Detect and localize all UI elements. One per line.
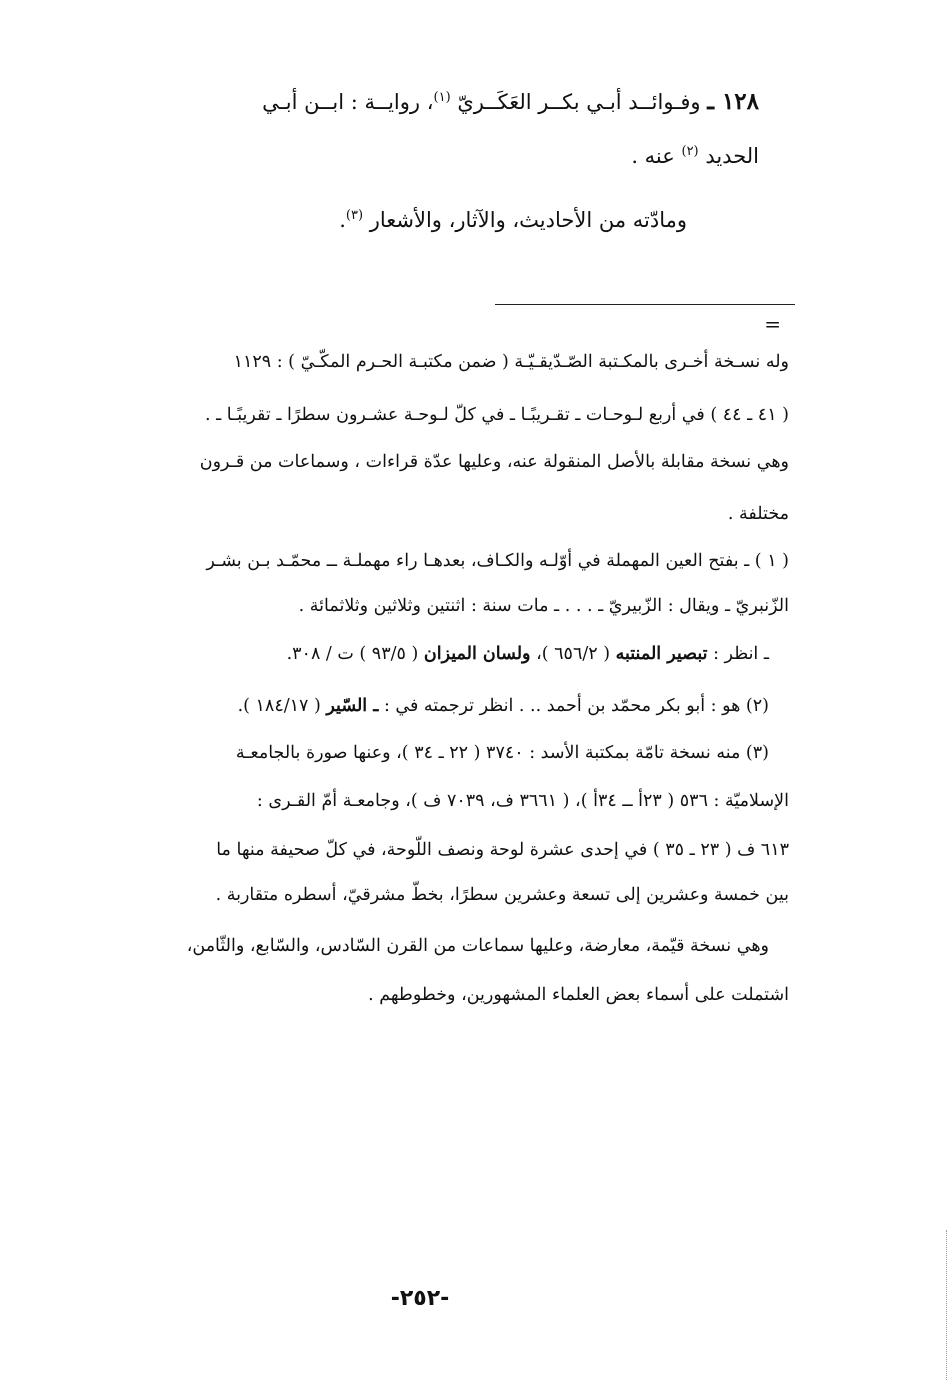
- footnote-3-line: بين خمسة وعشرين إلى تسعة وعشرين سطرًا، بخطّ مشرقيّ، أسطره متقاربة .: [215, 885, 789, 905]
- entry-line-2-start: الحديد: [705, 144, 759, 168]
- footnote-cont-line: ( ٤١ ـ ٤٤ ) في أربع لـوحـات ـ تقـريبًـا ـ في كلّ لـوحـة عشـرون سطرًا ـ تقريبًـا ـ .: [204, 405, 789, 425]
- footnote-separator: [495, 304, 795, 305]
- entry-line-1: [262, 72, 759, 128]
- footnote-2: [238, 696, 769, 716]
- footnote-3-line: اشتملت على أسماء بعض العلماء المشهورين، وخطوطهم .: [368, 985, 789, 1005]
- footnote-1-line: الزّنبريّ ـ ويقال : الزّبيريّ ـ . . . ـ مات سنة : اثنتين وثلاثين وثلاثمائة .: [298, 596, 789, 616]
- footnote-3-line: وهي نسخة قيّمة، معارضة، وعليها سماعات من القرن السّادس، والسّابع، والثّامن،: [186, 936, 769, 956]
- footnote-ref-2: (٢): [681, 144, 699, 159]
- footnote-3-line: الإسلاميّة : ٥٣٦ ( ٢٣أ ــ ٣٤أ )، ( ٣٦٦١ ف، ٧٠٣٩ ف )، وجامعـة أمّ القـرى :: [256, 791, 789, 811]
- footnote-1-reference: [287, 644, 769, 664]
- footnote-3-line: ٦١٣ ف ( ٢٣ ـ ٣٥ ) في إحدى عشرة لوحة ونصف اللّوحة، في كلّ صحيفة منها ما: [216, 840, 789, 860]
- footnote-1-ref-prefix: ـ انظر :: [713, 644, 769, 664]
- entry-line-2: [631, 126, 759, 182]
- scan-edge-marks: [942, 1230, 947, 1380]
- entry-number: ١٢٨ ـ: [707, 88, 759, 115]
- footnote-2-book: ـ السّير: [326, 696, 379, 716]
- footnote-3-line: (٣) منه نسخة تامّة بمكتبة الأسد : ٣٧٤٠ ( ٢٢ ـ ٣٤ )، وعنها صورة بالجامعـة: [235, 743, 769, 763]
- entry-line-1-rest: ، روايــة : ابــن أبـي: [262, 90, 434, 114]
- entry-line-2-end: عنه .: [631, 144, 675, 168]
- footnote-cont-line: مختلفة .: [727, 504, 789, 524]
- footnote-1-ref-mid: ( ٦٥٦/٢ )،: [536, 644, 611, 664]
- footnote-1-book-2: ولسان الميزان: [423, 644, 531, 664]
- footnote-2-end: ( ١٨٤/١٧ ).: [237, 696, 321, 716]
- footnote-1-book-1: تبصير المنتبه: [615, 644, 708, 664]
- entry-line-3-end: .: [339, 208, 346, 232]
- page-number: -٢٥٢-: [390, 1286, 450, 1311]
- entry-line-3-text: ومادّته من الأحاديث، والآثار، والأشعار: [369, 208, 687, 232]
- continuation-mark: =: [764, 312, 781, 336]
- entry-title: وفـوائــد أبـي بكــر العَكَــريّ: [457, 90, 701, 114]
- footnote-ref-1: (١): [433, 90, 451, 105]
- footnote-2-prefix: (٢) هو : أبو بكر محمّد بن أحمد .. . انظر ترجمته في :: [383, 696, 769, 716]
- footnote-cont-line: وله نسـخة أخـرى بالمكـتبة الصّـدّيقـيّـة ( ضمن مكتبـة الحـرم المكّـيّ ) : ١١٢٩: [233, 352, 789, 372]
- entry-line-3: [339, 190, 687, 246]
- footnote-ref-3: (٣): [345, 208, 364, 223]
- footnote-cont-line: وهي نسخة مقابلة بالأصل المنقولة عنه، وعليها عدّة قراءات ، وسماعات من قـرون: [199, 452, 789, 472]
- footnote-1-line: ( ١ ) ـ بفتح العين المهملة في أوّلـه والكـاف، بعدهـا راء مهملـة ــ محمّـد بـن بشـر: [206, 551, 789, 571]
- footnote-1-ref-end: ( ٩٣/٥ ) ت / ٣٠٨.: [286, 644, 419, 664]
